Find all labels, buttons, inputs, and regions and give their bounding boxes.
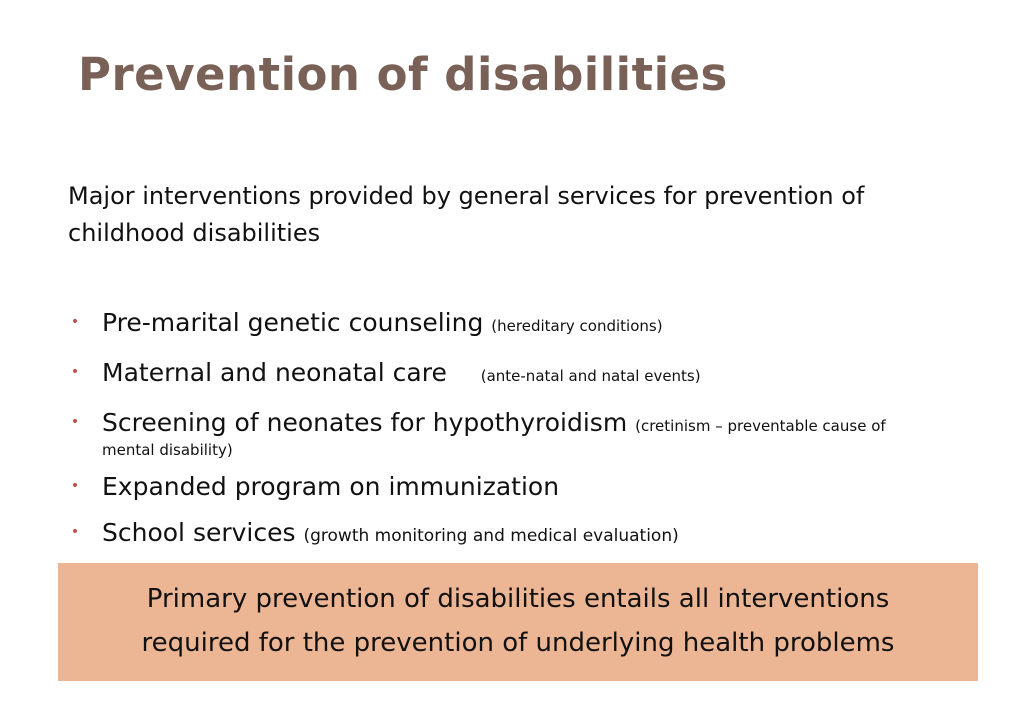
bullet-item-screening (68, 404, 968, 459)
bullet-text: Screening of neonates for hypothyroidism (102, 408, 628, 437)
bullet-dot-icon: • (70, 314, 80, 330)
bullet-item-maternal-care (68, 354, 968, 395)
slide-title: Prevention of disabilities (78, 48, 728, 101)
callout-line-1: Primary prevention of disabilities entails all interventions (146, 584, 890, 614)
bullet-text: Maternal and neonatal care (102, 358, 447, 387)
bullet-dot-icon: • (70, 414, 80, 430)
bullet-note: (ante-natal and natal events) (480, 367, 701, 385)
bullet-dot-icon: • (70, 364, 80, 380)
bullet-text: Pre-marital genetic counseling (102, 308, 484, 337)
bullet-note-continued: mental disability) (102, 441, 233, 459)
callout-line-2: required for the prevention of underlying health problems (141, 628, 895, 658)
bullet-dot-icon: • (70, 524, 80, 540)
bullet-item-immunization (68, 468, 968, 505)
bullet-note: (hereditary conditions) (491, 317, 663, 335)
bullet-item-school-services (68, 514, 968, 555)
bullet-list (68, 304, 968, 564)
bullet-item-genetic-counseling (68, 304, 968, 345)
bullet-text: School services (102, 518, 296, 547)
primary-prevention-callout (58, 563, 978, 681)
bullet-dot-icon: • (70, 478, 80, 494)
bullet-note: (cretinism – preventable cause of (635, 417, 886, 435)
bullet-text: Expanded program on immunization (102, 472, 560, 501)
bullet-note: (growth monitoring and medical evaluation) (303, 526, 679, 546)
intro-text: Major interventions provided by general services for prevention of childhood disabilities (68, 182, 865, 247)
